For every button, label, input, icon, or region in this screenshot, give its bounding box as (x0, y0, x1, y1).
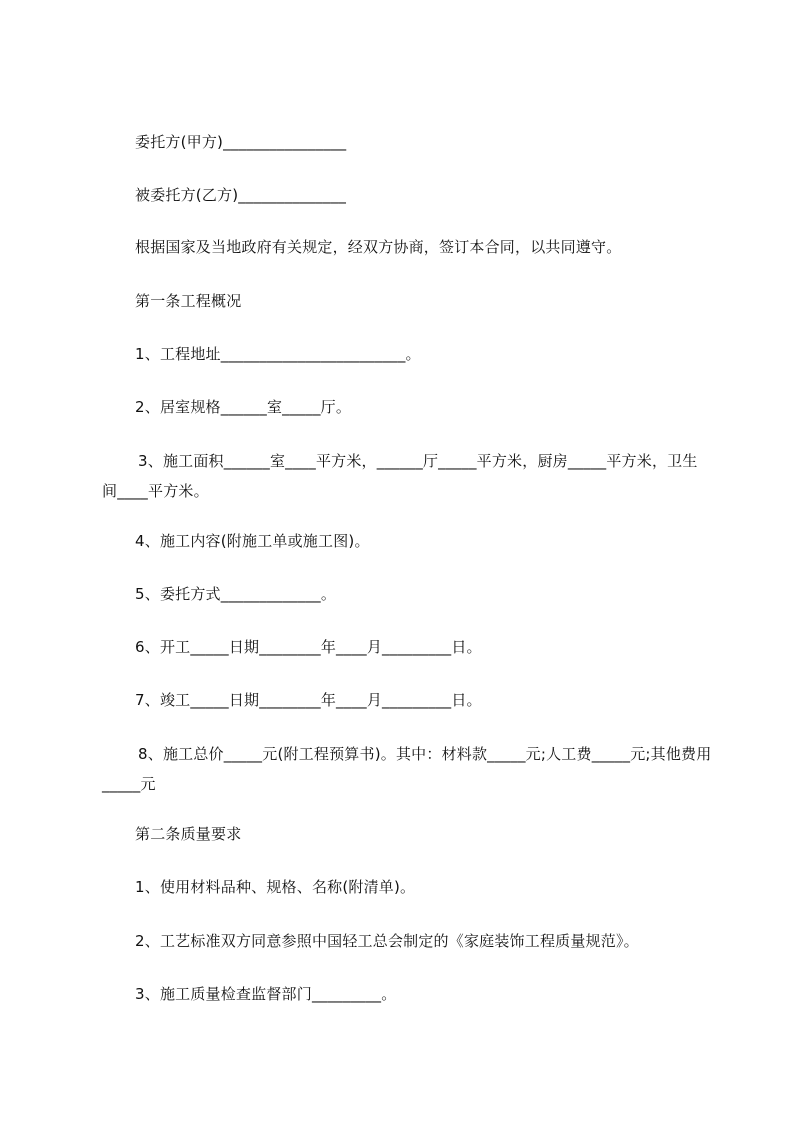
article1-item5: 5、委托方式_____________。 (135, 585, 337, 603)
article2-item2: 2、工艺标准双方同意参照中国轻工总会制定的《家庭装饰工程质量规范》。 (135, 932, 639, 950)
article1-item2: 2、居室规格______室_____厅。 (135, 398, 352, 416)
contractor-party-line: 被委托方(乙方)______________ (135, 186, 347, 204)
article2-heading: 第二条质量要求 (135, 825, 242, 843)
article1-item4: 4、施工内容(附施工单或施工图)。 (135, 532, 370, 550)
article1-item7: 7、竣工_____日期________年____月_________日。 (135, 691, 482, 709)
article1-item8: 8、施工总价_____元(附工程预算书)。其中：材料款_____元;人工费_____元;其他费用_____元 (102, 745, 712, 793)
article1-item6: 6、开工_____日期________年____月_________日。 (135, 638, 482, 656)
preamble-text: 根据国家及当地政府有关规定，经双方协商，签订本合同，以共同遵守。 (135, 238, 622, 256)
client-party-line: 委托方(甲方)________________ (135, 133, 347, 151)
article1-item1: 1、工程地址________________________。 (135, 345, 421, 363)
article2-item3: 3、施工质量检查监督部门_________。 (135, 985, 397, 1003)
article2-item1: 1、使用材料品种、规格、名称(附清单)。 (135, 878, 416, 896)
article1-item3: 3、施工面积______室____平方米，______厅_____平方米，厨房_____平方米，卫生间____平方米。 (102, 452, 698, 500)
article1-heading: 第一条工程概况 (135, 292, 242, 310)
